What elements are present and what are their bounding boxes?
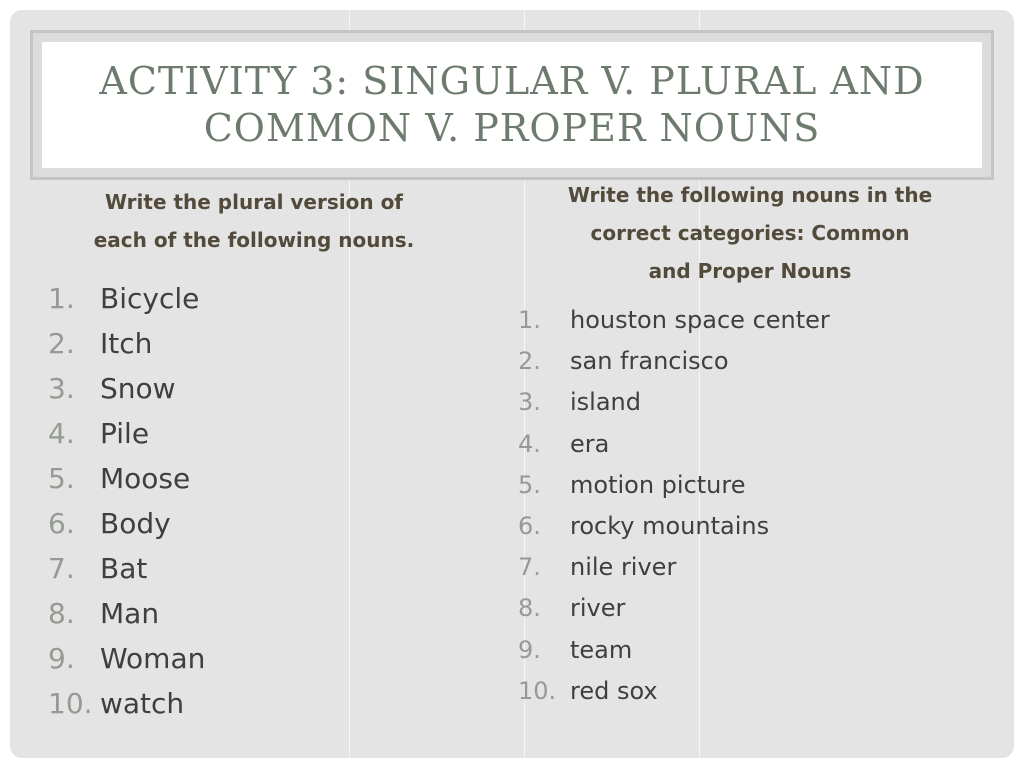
item-number: 7. [518, 553, 541, 582]
item-number: 4. [518, 429, 541, 458]
slide-title-line-1: ACTIVITY 3: SINGULAR V. PLURAL AND [99, 59, 925, 103]
right-heading-line-3: and Proper Nouns [648, 259, 852, 283]
list-item [48, 591, 468, 636]
list-item [48, 636, 468, 681]
item-number: 1. [518, 306, 541, 334]
item-text: Body [100, 507, 171, 540]
item-text: Moose [100, 462, 191, 495]
list-item [48, 546, 468, 591]
item-number: 3. [48, 372, 75, 405]
item-number: 6. [518, 511, 541, 540]
item-number: 10. [48, 687, 93, 720]
item-number: 4. [48, 417, 75, 450]
item-text: nile river [570, 553, 677, 582]
item-text: red sox [570, 676, 658, 705]
title-box [42, 42, 982, 168]
list-item [518, 341, 998, 382]
left-heading-line-2: each of the following nouns. [93, 228, 415, 252]
list-item [48, 366, 468, 411]
list-item [48, 681, 468, 726]
common-proper-nouns-list [518, 300, 998, 712]
list-item [518, 547, 998, 588]
item-text: Bat [100, 552, 148, 585]
item-number: 9. [518, 635, 541, 664]
slide [10, 10, 1014, 758]
item-text: era [570, 429, 610, 458]
list-item [518, 382, 998, 423]
item-text: san francisco [570, 347, 729, 376]
list-item [48, 411, 468, 456]
list-item [48, 456, 468, 501]
list-item [518, 671, 998, 712]
item-number: 5. [48, 462, 75, 495]
item-number: 3. [518, 388, 541, 417]
list-item [48, 321, 468, 366]
item-text: island [570, 388, 641, 417]
list-item [518, 630, 998, 671]
left-heading-line-1: Write the plural version of [104, 190, 404, 214]
item-number: 6. [48, 507, 75, 540]
item-number: 8. [48, 597, 75, 630]
list-item [518, 424, 998, 465]
item-text: river [570, 594, 626, 623]
item-text: rocky mountains [570, 511, 770, 540]
plural-nouns-list [48, 276, 468, 726]
list-item [518, 465, 998, 506]
item-number: 7. [48, 552, 75, 585]
item-text: Bicycle [100, 282, 200, 315]
title-frame [30, 30, 994, 180]
item-number: 1. [48, 282, 75, 315]
right-heading-line-1: Write the following nouns in the [567, 183, 933, 207]
item-text: Pile [100, 417, 150, 450]
list-item [48, 501, 468, 546]
item-text: Woman [100, 642, 206, 675]
item-number: 8. [518, 594, 541, 623]
list-item [48, 276, 468, 321]
item-number: 9. [48, 642, 75, 675]
list-item [518, 588, 998, 629]
item-text: Man [100, 597, 160, 630]
item-number: 2. [48, 327, 75, 360]
item-text: Snow [100, 372, 176, 405]
item-text: Itch [100, 327, 153, 360]
list-item [518, 506, 998, 547]
slide-title-line-2: COMMON V. PROPER NOUNS [203, 106, 821, 150]
item-number: 10. [518, 676, 557, 705]
item-text: houston space center [570, 306, 830, 334]
left-column-heading [22, 183, 486, 259]
item-number: 2. [518, 347, 541, 376]
right-column-heading [500, 176, 1000, 290]
item-text: motion picture [570, 470, 746, 499]
item-text: watch [100, 687, 185, 720]
right-heading-line-2: correct categories: Common [590, 221, 910, 245]
item-number: 5. [518, 470, 541, 499]
list-item [518, 300, 998, 341]
item-text: team [570, 635, 633, 664]
